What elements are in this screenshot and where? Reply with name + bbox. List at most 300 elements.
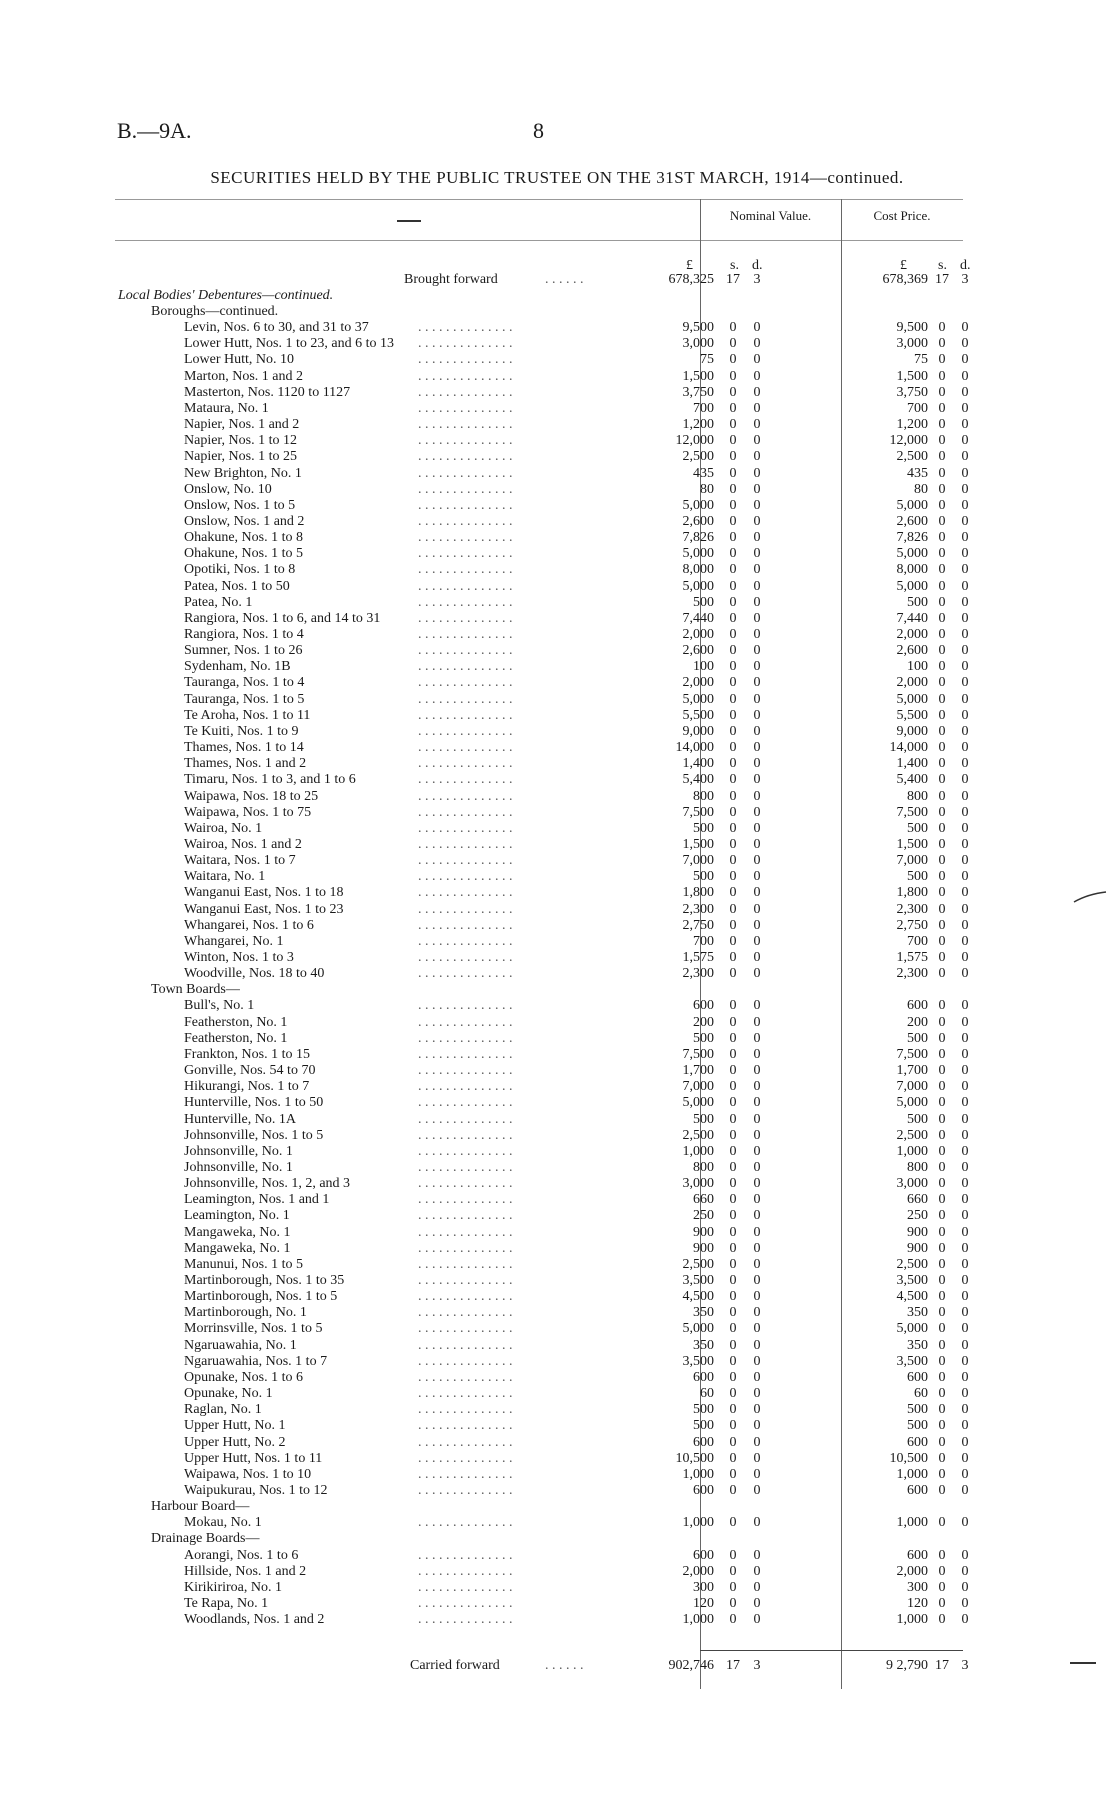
cost-shillings: 0 [938,1369,946,1385]
nominal-pence: 0 [753,610,761,626]
carried-forward-cost-pence: 3 [961,1658,969,1673]
leader-dots: . . . . . . . . . . . . . . [418,352,513,368]
leader-dots: . . . . . . . . . . . . . . [418,546,513,562]
table-row [0,1273,1114,1289]
nominal-pounds: 700 [693,400,714,416]
description-column-dash [397,220,421,222]
top-rule [115,199,963,200]
entry-name: Upper Hutt, No. 2 [184,1434,286,1450]
nominal-pence: 0 [753,1273,761,1288]
town-boards-heading-row [0,982,1114,998]
nominal-pence: 0 [753,1563,761,1579]
nominal-pounds: 5,000 [682,546,714,562]
nominal-shillings: 0 [729,1240,737,1256]
nominal-pence: 0 [753,853,761,869]
cost-shillings: 0 [938,1143,946,1159]
nominal-shillings: 0 [729,1563,737,1579]
table-row [0,1225,1114,1241]
cost-pounds: 500 [907,820,928,836]
table-row [0,1596,1114,1612]
cost-pounds: 80 [914,481,928,497]
leader-dots: . . . . . . . . . . . . . . [418,740,513,756]
nominal-pence: 0 [753,1079,761,1095]
cost-pounds: 5,000 [896,497,928,513]
cost-shillings: 0 [938,513,946,529]
table-row [0,789,1114,805]
page-number: 8 [533,118,544,143]
nominal-pence-unit: d. [752,258,763,273]
leader-dots: . . . . . . . . . . . . . . [418,497,513,513]
cost-pounds: 7,500 [896,804,928,820]
nominal-shillings: 0 [729,869,737,885]
town-boards-heading: Town Boards— [151,982,240,998]
nominal-pence: 0 [753,1176,761,1192]
cost-pounds: 1,800 [896,885,928,901]
nominal-shillings: 0 [729,1402,737,1418]
table-row [0,530,1114,546]
entry-name: Onslow, Nos. 1 to 5 [184,497,296,513]
nominal-shillings: 0 [729,707,737,723]
nominal-shillings: 0 [729,1273,737,1288]
cost-shillings: 0 [938,530,946,546]
entry-name: Opunake, Nos. 1 to 6 [184,1369,303,1385]
cost-pence: 0 [961,1143,969,1159]
cost-pounds: 2,000 [896,1563,928,1579]
nominal-shillings: 0 [729,723,737,739]
nominal-pounds: 1,575 [682,950,714,965]
entry-name: Featherston, No. 1 [184,1030,288,1046]
nominal-pence: 0 [753,1014,761,1030]
table-row [0,1483,1114,1499]
cost-pounds: 7,440 [896,610,928,626]
nominal-pence: 0 [753,481,761,497]
cost-pence: 0 [961,853,969,869]
nominal-shillings: 0 [729,853,737,869]
entry-name: Johnsonville, Nos. 1 to 5 [184,1127,324,1143]
nominal-pounds: 2,000 [682,1563,714,1579]
leader-dots: . . . . . . . . . . . . . . [418,820,513,836]
cost-pounds: 2,500 [896,1127,928,1143]
cost-pounds: 2,300 [896,966,928,982]
nominal-pence: 0 [753,836,761,852]
cost-pence: 0 [961,1402,969,1418]
cost-pence: 0 [961,1353,969,1369]
leader-dots: . . . . . . . . . . . . . . [418,756,513,772]
cost-shillings: 0 [938,1402,946,1418]
table-row [0,401,1114,417]
table-row [0,772,1114,788]
cost-pounds: 600 [907,1434,928,1450]
cost-shillings: 0 [938,1079,946,1095]
entry-name: Waitara, No. 1 [184,869,266,885]
leader-dots: . . . . . . . . . . . . . . [418,1418,513,1434]
cost-pence: 0 [961,820,969,836]
cost-pounds: 2,600 [896,643,928,659]
cost-shillings: 0 [938,740,946,756]
nominal-shillings: 0 [729,1289,737,1305]
nominal-shillings: 0 [729,594,737,610]
nominal-pounds: 3,000 [682,1176,714,1192]
nominal-pounds: 7,826 [682,530,714,546]
nominal-pence: 0 [753,384,761,400]
leader-dots: . . . . . . . . . . . . . . [418,1434,513,1450]
cost-pence: 0 [961,384,969,400]
entry-name: Upper Hutt, No. 1 [184,1418,286,1434]
leader-dots: . . . . . . . . . . . . . . [418,1305,513,1321]
table-row [0,369,1114,385]
nominal-shillings: 0 [729,1337,737,1353]
cost-pounds: 1,200 [896,417,928,433]
cost-pounds: 435 [907,465,928,481]
leader-dots: . . . . . . . . . . . . . . [418,1273,513,1288]
margin-mark [1072,890,1108,906]
table-row [0,1047,1114,1063]
nominal-pounds: 350 [693,1305,714,1321]
cost-pounds: 1,400 [896,756,928,772]
table-row [0,1176,1114,1192]
cost-pounds: 3,500 [896,1273,928,1288]
leader-dots: . . . . . . . . . . . . . . [418,481,513,497]
entry-name: Lower Hutt, Nos. 1 to 23, and 6 to 13 [184,336,394,352]
nominal-pounds: 7,440 [682,610,714,626]
table-row [0,514,1114,530]
nominal-pounds: 5,500 [682,707,714,723]
entry-name: Waipukurau, Nos. 1 to 12 [184,1482,328,1498]
cost-pounds: 600 [907,998,928,1014]
nominal-pounds: 8,000 [682,562,714,578]
cost-shillings: 0 [938,885,946,901]
leader-dots: . . . . . . . . . . . . . . [418,853,513,869]
nominal-pence: 0 [753,659,761,675]
table-row [0,1338,1114,1354]
nominal-pounds: 3,500 [682,1353,714,1369]
table-row [0,1095,1114,1111]
nominal-pence: 0 [753,368,761,384]
table-row [0,1160,1114,1176]
nominal-pounds: 800 [693,788,714,804]
nominal-pounds: 5,000 [682,1095,714,1111]
entry-name: Napier, Nos. 1 and 2 [184,417,300,433]
cost-shillings: 0 [938,1014,946,1030]
nominal-pounds: 500 [693,1111,714,1127]
nominal-pounds: 500 [693,1030,714,1046]
nominal-shillings: 0 [729,1386,737,1402]
cost-shillings: 0 [938,1046,946,1062]
cost-shillings: 0 [938,320,946,336]
table-row [0,1144,1114,1160]
cost-pounds: 2,000 [896,675,928,691]
nominal-pence: 0 [753,1240,761,1256]
leader-dots: . . . . . . . . . . . . . . [418,594,513,610]
table-row [0,724,1114,740]
nominal-pence: 0 [753,433,761,449]
cost-pence: 0 [961,481,969,497]
leader-dots: . . . . . . . . . . . . . . [418,659,513,675]
nominal-pounds: 2,600 [682,643,714,659]
nominal-pence: 0 [753,643,761,659]
cost-pence: 0 [961,966,969,982]
table-row [0,740,1114,756]
cost-pounds: 800 [907,788,928,804]
leader-dots: . . . . . . . . . . . . . . [418,384,513,400]
nominal-pounds: 75 [700,352,714,368]
drainage-boards-heading: Drainage Boards— [151,1531,260,1547]
nominal-pence: 0 [753,966,761,982]
nominal-pence: 0 [753,594,761,610]
entry-name: Sydenham, No. 1B [184,659,291,675]
cost-pence: 0 [961,1014,969,1030]
section-heading-row [0,288,1114,304]
table-row [0,336,1114,352]
cost-pence: 0 [961,1321,969,1337]
entry-name: Wanganui East, Nos. 1 to 18 [184,885,344,901]
nominal-shillings: 0 [729,643,737,659]
table-row [0,1015,1114,1031]
nominal-pounds: 7,500 [682,804,714,820]
table-row [0,675,1114,691]
nominal-pounds: 1,500 [682,368,714,384]
leader-dots: . . . . . . . . . . . . . . [418,1143,513,1159]
entry-name: Patea, No. 1 [184,594,253,610]
nominal-shillings: 0 [729,950,737,965]
cost-shillings: 0 [938,933,946,949]
nominal-shillings: 0 [729,417,737,433]
harbour-board-heading: Harbour Board— [151,1499,250,1515]
cost-shillings: 0 [938,1159,946,1175]
cost-pence: 0 [961,804,969,820]
cost-shillings: 0 [938,1434,946,1450]
cost-pounds: 7,000 [896,853,928,869]
table-row [0,1257,1114,1273]
entry-name: Onslow, No. 10 [184,481,272,497]
nominal-pounds: 120 [693,1596,714,1611]
cost-pence: 0 [961,740,969,756]
cost-pounds: 350 [907,1305,928,1321]
cost-pence: 0 [961,998,969,1014]
cost-shillings: 0 [938,659,946,675]
table-row [0,853,1114,869]
cost-pounds: 250 [907,1208,928,1224]
nominal-pence: 0 [753,998,761,1014]
nominal-shillings: 0 [729,481,737,497]
nominal-pence: 0 [753,1434,761,1450]
cost-shillings: 0 [938,950,946,965]
entry-name: Whangarei, Nos. 1 to 6 [184,917,314,933]
nominal-shillings: 0 [729,578,737,594]
nominal-shillings: 0 [729,1515,737,1531]
nominal-pence: 0 [753,1369,761,1385]
table-row [0,579,1114,595]
cost-pounds: 700 [907,400,928,416]
nominal-shillings: 0 [729,1014,737,1030]
cost-pounds: 500 [907,1402,928,1418]
cost-shillings: 0 [938,562,946,578]
entry-name: Winton, Nos. 1 to 3 [184,950,294,965]
cost-pounds: 7,000 [896,1079,928,1095]
table-row [0,352,1114,368]
cost-pence: 0 [961,449,969,465]
leader-dots: . . . . . . . . . . . . . . [418,1450,513,1466]
cost-pence: 0 [961,1273,969,1288]
nominal-pounds: 435 [693,465,714,481]
nominal-pence: 0 [753,804,761,820]
nominal-shillings: 0 [729,562,737,578]
cost-pounds: 2,500 [896,1256,928,1272]
nominal-shillings: 0 [729,885,737,901]
nominal-shillings: 0 [729,804,737,820]
cost-pounds: 5,000 [896,691,928,707]
entry-name: Napier, Nos. 1 to 12 [184,433,297,449]
nominal-pence: 0 [753,788,761,804]
nominal-pence: 0 [753,1046,761,1062]
entry-name: Ohakune, Nos. 1 to 5 [184,546,303,562]
nominal-pounds: 2,500 [682,1256,714,1272]
cost-shillings: 0 [938,1418,946,1434]
entry-name: Martinborough, Nos. 1 to 35 [184,1273,345,1288]
nominal-shillings: 0 [729,1224,737,1240]
cost-shillings: 0 [938,691,946,707]
cost-pence: 0 [961,885,969,901]
table-row [0,1467,1114,1483]
cost-shillings: 0 [938,1030,946,1046]
nominal-pence: 0 [753,691,761,707]
nominal-pounds-unit: £ [686,258,693,273]
leader-dots: . . . . . . . . . . . . . . [418,707,513,723]
carried-forward-cost-pounds: 9 2,790 [886,1658,928,1673]
nominal-pounds: 3,000 [682,336,714,352]
cost-shillings: 0 [938,869,946,885]
cost-pence: 0 [961,1176,969,1192]
nominal-pence: 0 [753,1305,761,1321]
nominal-shillings: 0 [729,433,737,449]
nominal-pounds: 14,000 [675,740,714,756]
table-row [0,611,1114,627]
cost-price-header: Cost Price. [873,208,931,223]
nominal-pounds: 500 [693,869,714,885]
cost-pence: 0 [961,933,969,949]
nominal-pounds: 350 [693,1337,714,1353]
table-row [0,1418,1114,1434]
nominal-pounds: 3,500 [682,1273,714,1288]
cost-shillings: 0 [938,675,946,691]
nominal-shillings: 0 [729,901,737,917]
nominal-shillings: 0 [729,384,737,400]
leader-dots: . . . . . . . . . . . . . . [418,1111,513,1127]
nominal-pence: 0 [753,1030,761,1046]
cost-pounds: 600 [907,1369,928,1385]
nominal-shillings: 0 [729,788,737,804]
cost-pence: 0 [961,1127,969,1143]
table-row [0,902,1114,918]
cost-pence: 0 [961,497,969,513]
entry-name: Napier, Nos. 1 to 25 [184,449,297,465]
nominal-pounds: 100 [693,659,714,675]
nominal-shillings: 0 [729,836,737,852]
table-row [0,950,1114,966]
cost-shillings: 0 [938,1450,946,1466]
carried-forward-label: Carried forward [410,1658,500,1673]
entry-name: Rangiora, Nos. 1 to 4 [184,627,304,642]
cost-shillings: 0 [938,836,946,852]
table-row [0,659,1114,675]
nominal-pounds: 900 [693,1240,714,1256]
entry-name: Mangaweka, No. 1 [184,1224,291,1240]
cost-pounds: 500 [907,1418,928,1434]
margin-dash-mark [1068,1658,1098,1668]
nominal-pence: 0 [753,1386,761,1402]
nominal-pence: 0 [753,1466,761,1482]
entry-name: Upper Hutt, Nos. 1 to 11 [184,1450,323,1466]
boroughs-heading: Boroughs—continued. [151,304,279,319]
cost-pounds-unit: £ [900,258,907,273]
cost-pounds: 500 [907,1111,928,1127]
nominal-pounds: 1,800 [682,885,714,901]
nominal-shillings: 0 [729,1159,737,1175]
entry-name: Woodlands, Nos. 1 and 2 [184,1612,325,1628]
nominal-pounds: 4,500 [682,1289,714,1305]
section-heading: Local Bodies' Debentures—continued. [118,288,334,303]
nominal-shillings: 0 [729,659,737,675]
leader-dots: . . . . . . . . . . . . . . [418,1256,513,1272]
nominal-pounds: 2,500 [682,449,714,465]
entry-name: Johnsonville, Nos. 1, 2, and 3 [184,1176,351,1192]
nominal-pounds: 5,000 [682,691,714,707]
cost-shillings: 0 [938,723,946,739]
nominal-pence: 0 [753,740,761,756]
nominal-shillings: 0 [729,1579,737,1595]
nominal-pence: 0 [753,1579,761,1595]
entry-name: Hikurangi, Nos. 1 to 7 [184,1079,310,1095]
carried-forward-nominal-pounds: 902,746 [668,1658,714,1673]
entry-name: Onslow, Nos. 1 and 2 [184,513,305,529]
nominal-pence: 0 [753,1095,761,1111]
entry-name: Waipawa, Nos. 18 to 25 [184,788,319,804]
nominal-pounds: 1,400 [682,756,714,772]
cost-pence: 0 [961,433,969,449]
nominal-pence: 0 [753,756,761,772]
nominal-pounds: 600 [693,1369,714,1385]
nominal-shillings: 0 [729,449,737,465]
nominal-pounds: 1,200 [682,417,714,433]
table-row [0,708,1114,724]
leader-dots: . . . . . . . . . . . . . . [418,1321,513,1337]
leader-dots: . . . . . . . . . . . . . . [418,869,513,885]
cost-pounds: 600 [907,1482,928,1498]
leader-dots: . . . . . . . . . . . . . . [418,1482,513,1498]
leader-dots: . . . . . . . . . . . . . . [418,578,513,594]
cost-shillings: 0 [938,1337,946,1353]
cost-pounds: 14,000 [889,740,928,756]
cost-pounds: 900 [907,1224,928,1240]
cost-pounds: 500 [907,594,928,610]
cost-pence: 0 [961,772,969,788]
entry-name: Johnsonville, No. 1 [184,1143,293,1159]
entry-name: Leamington, Nos. 1 and 1 [184,1192,330,1208]
cost-pounds: 4,500 [896,1289,928,1305]
cost-shillings: 0 [938,1579,946,1595]
nominal-shillings: 0 [729,998,737,1014]
leader-dots: . . . . . . . . . . . . . . [418,1079,513,1095]
entry-name: Lower Hutt, No. 10 [184,352,295,368]
nominal-shillings: 0 [729,336,737,352]
nominal-pounds: 200 [693,1014,714,1030]
cost-shillings: 0 [938,1176,946,1192]
nominal-shillings: 0 [729,675,737,691]
cost-pounds: 75 [914,352,928,368]
nominal-pounds: 500 [693,1418,714,1434]
entry-name: Te Kuiti, Nos. 1 to 9 [184,723,299,739]
cost-shillings: 0 [938,368,946,384]
